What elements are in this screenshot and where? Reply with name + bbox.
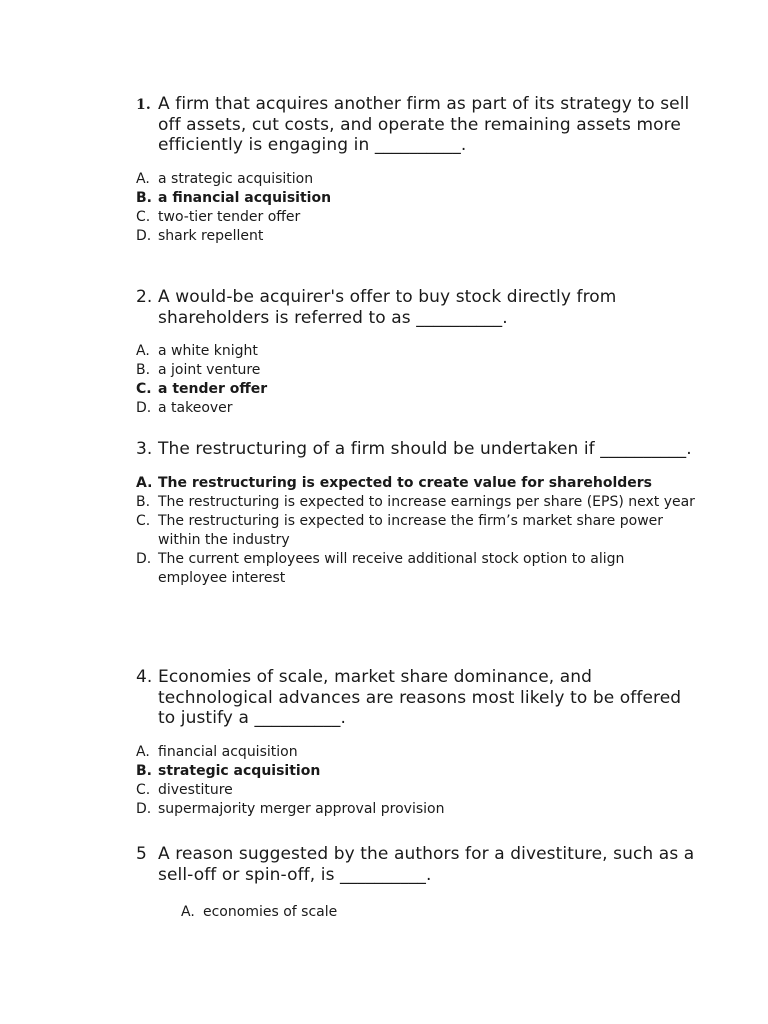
option-d [136,227,696,246]
question-number: 5 [136,844,147,864]
question-stem [136,844,696,885]
option-c [136,512,696,550]
option-text: financial acquisition [158,743,298,760]
option-c [136,208,696,227]
option-text: a white knight [158,343,258,359]
option-d [136,550,696,588]
question-text: A reason suggested by the authors for a divestiture, such as a sell-off or spin-off, is __________. [158,844,695,885]
option-letter: B. [136,362,151,378]
option-text: a tender offer [158,381,268,397]
option-a [136,342,696,361]
option-text: a strategic acquisition [158,170,314,187]
option-letter: A. [136,170,150,187]
question-number: 1. [136,97,151,113]
option-d [136,800,696,819]
question-text: A would-be acquirer's offer to buy stock directly from shareholders is referred to as __________. [158,287,617,328]
option-letter: A. [136,343,150,359]
option-text: a financial acquisition [158,189,332,206]
question-stem [136,439,696,460]
question-text: Economies of scale, market share dominance, and technological advances are reasons most likely to be offered to justify a __________. [158,667,682,728]
option-a [136,743,696,762]
question-3 [136,439,696,588]
question-5 [136,844,696,885]
option-letter: D. [136,800,152,817]
option-letter: C. [136,781,151,798]
question-4 [136,667,696,819]
option-text: The restructuring is expected to increase the firm’s market share power within the industry [158,512,664,548]
option-text: a takeover [158,400,233,416]
option-text: The restructuring is expected to create value for shareholders [158,474,653,491]
question-number: 3. [136,439,153,459]
option-text: economies of scale [203,904,338,920]
question-1 [136,94,696,246]
option-letter: C. [136,208,151,225]
option-d [136,399,696,418]
question-stem [136,667,696,729]
option-text: The restructuring is expected to increase earnings per share (EPS) next year [158,493,695,510]
option-letter: B. [136,189,152,206]
option-letter: A. [181,904,195,920]
option-c-correct [136,380,696,399]
option-text: two-tier tender offer [158,208,301,225]
option-b-correct [136,189,696,208]
option-b [136,493,696,512]
question-number: 4. [136,667,153,687]
option-letter: C. [136,512,151,529]
option-letter: D. [136,550,152,567]
question-stem [136,287,696,328]
options-list [136,743,696,819]
option-letter: D. [136,400,152,416]
question-stem [136,94,696,156]
option-letter: B. [136,762,152,779]
option-text: divestiture [158,781,233,798]
question-text: A firm that acquires another firm as part of its strategy to sell off assets, cut costs, and operate the remaining assets more efficiently is engaging in __________. [158,94,690,155]
option-a-correct [136,474,696,493]
option-b [136,361,696,380]
option-text: The current employees will receive additional stock option to align employee interest [158,550,625,586]
option-a [136,170,696,189]
question-number: 2. [136,287,153,307]
option-text: supermajority merger approval provision [158,800,445,817]
option-text: shark repellent [158,227,264,244]
option-letter: A. [136,474,153,491]
question-2 [136,287,696,418]
option-letter: D. [136,227,152,244]
options-list [136,474,696,588]
option-letter: C. [136,381,152,397]
option-text: a joint venture [158,362,261,378]
option-text: strategic acquisition [158,762,321,779]
option-b-correct [136,762,696,781]
question-text: The restructuring of a firm should be undertaken if __________. [158,439,692,459]
option-letter: B. [136,493,151,510]
options-list [136,170,696,246]
option-letter: A. [136,743,150,760]
option-c [136,781,696,800]
options-list [136,342,696,418]
option-a [181,903,337,922]
